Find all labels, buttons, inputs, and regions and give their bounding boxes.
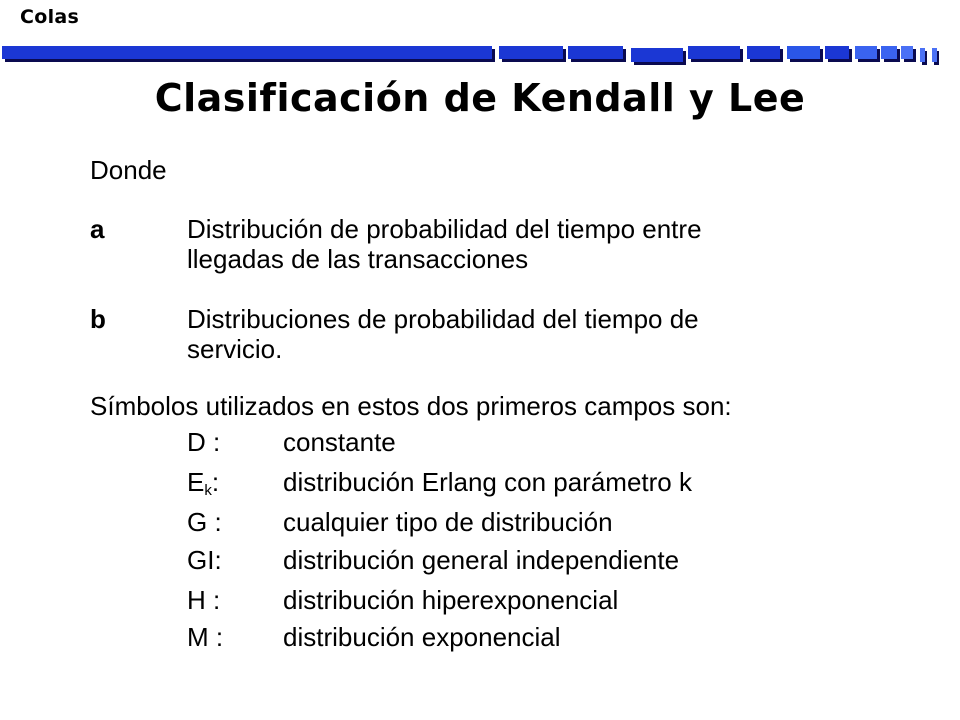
- slide-title: Clasificación de Kendall y Lee: [154, 76, 806, 120]
- definition-term-a: a: [90, 214, 105, 244]
- definition-desc-b: [187, 304, 907, 364]
- symbol-ek-description: distribución Erlang con parámetro k: [283, 467, 692, 497]
- section-label: Colas: [20, 6, 80, 28]
- symbol-d-description: constante: [283, 427, 396, 457]
- symbols-heading: Símbolos utilizados en estos dos primeros campos son:: [90, 391, 732, 421]
- definition-desc-b-line2: servicio.: [187, 334, 283, 364]
- symbol-m-description: distribución exponencial: [283, 622, 561, 652]
- definition-desc-a: [187, 214, 907, 274]
- symbol-ek: [187, 467, 219, 497]
- symbol-gi: GI:: [187, 545, 222, 575]
- intro-text: Donde: [90, 155, 167, 185]
- definition-desc-a-line2: llegadas de las transacciones: [187, 244, 529, 274]
- symbol-ek-base: E: [187, 467, 205, 497]
- definition-desc-b-line1: Distribuciones de probabilidad del tiempo de: [187, 304, 699, 334]
- definition-desc-a-line1: Distribución de probabilidad del tiempo entre: [187, 214, 702, 244]
- symbol-d: D :: [187, 427, 221, 457]
- symbol-ek-subscript: k: [204, 482, 212, 499]
- symbol-h: H :: [187, 585, 221, 615]
- decorative-header-bar: [0, 44, 960, 68]
- bar-segments: [2, 46, 939, 65]
- symbol-gi-description: distribución general independiente: [283, 545, 680, 575]
- symbol-g: G :: [187, 507, 222, 537]
- symbol-h-description: distribución hiperexponencial: [283, 585, 619, 615]
- definition-term-b: b: [90, 304, 106, 334]
- symbol-ek-suffix: :: [211, 467, 220, 497]
- symbol-m: M :: [187, 622, 224, 652]
- symbol-g-description: cualquier tipo de distribución: [283, 507, 613, 537]
